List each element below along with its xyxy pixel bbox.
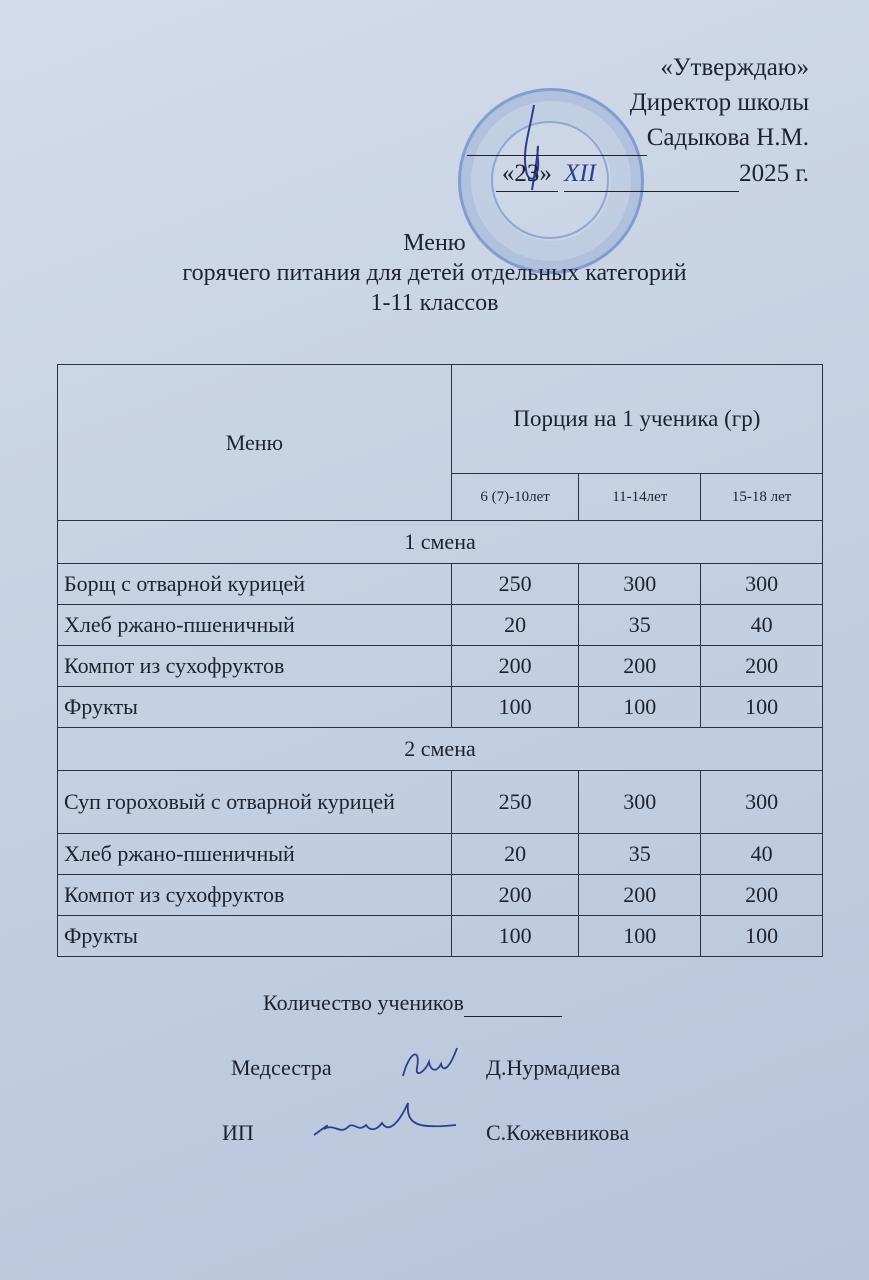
portion-value: 250 — [451, 771, 579, 834]
portion-value: 300 — [579, 771, 701, 834]
approval-date — [467, 156, 809, 192]
age-group: 11-14лет — [579, 474, 701, 521]
table-row — [58, 771, 823, 834]
portion-value: 300 — [701, 771, 823, 834]
portion-value: 200 — [701, 875, 823, 916]
portion-value: 40 — [701, 605, 823, 646]
table-row — [58, 834, 823, 875]
date-day: «23» — [496, 156, 558, 192]
portion-value: 200 — [451, 646, 579, 687]
portion-value: 200 — [579, 875, 701, 916]
approval-position: Директор школы — [629, 89, 809, 116]
portion-value: 100 — [579, 916, 701, 957]
ip-signature-icon — [308, 1095, 458, 1145]
title-line-2: горячего питания для детей отдельных категорий — [182, 260, 687, 286]
table-row — [58, 564, 823, 605]
dish-name: Компот из сухофруктов — [58, 646, 452, 687]
dish-name: Фрукты — [58, 916, 452, 957]
header-portion: Порция на 1 ученика (гр) — [451, 365, 822, 474]
date-month: XII — [564, 156, 739, 192]
ip-role: ИП — [222, 1120, 254, 1145]
portion-value: 100 — [579, 687, 701, 728]
portion-value: 100 — [701, 687, 823, 728]
student-count-label: Количество учеников — [263, 990, 464, 1015]
director-name: Садыкова Н.М. — [646, 124, 809, 151]
shift-label: 1 смена — [58, 521, 823, 564]
header-menu: Меню — [58, 365, 452, 521]
nurse-role: Медсестра — [231, 1055, 332, 1080]
dish-name: Хлеб ржано-пшеничный — [58, 605, 452, 646]
portion-value: 35 — [579, 834, 701, 875]
portion-value: 200 — [579, 646, 701, 687]
portion-value: 20 — [451, 605, 579, 646]
dish-name: Суп гороховый с отварной курицей — [58, 771, 452, 834]
dish-name: Компот из сухофруктов — [58, 875, 452, 916]
shift-row — [58, 728, 823, 771]
table-row — [58, 605, 823, 646]
title-line-1: Меню — [403, 230, 466, 256]
table-row — [58, 646, 823, 687]
table-row — [58, 916, 823, 957]
portion-value: 100 — [451, 687, 579, 728]
dish-name: Хлеб ржано-пшеничный — [58, 834, 452, 875]
title-line-3: 1-11 классов — [370, 290, 499, 316]
approval-block — [467, 50, 809, 192]
table-header-row — [58, 365, 823, 474]
date-year: 2025 г. — [739, 160, 809, 187]
shift-row — [58, 521, 823, 564]
portion-value: 200 — [701, 646, 823, 687]
portion-value: 200 — [451, 875, 579, 916]
approval-signer — [467, 120, 809, 156]
portion-value: 250 — [451, 564, 579, 605]
table-row — [58, 875, 823, 916]
ip-name: С.Кожевникова — [486, 1120, 630, 1145]
dish-name: Борщ с отварной курицей — [58, 564, 452, 605]
student-count — [263, 990, 562, 1017]
student-count-blank — [464, 990, 562, 1017]
portion-value: 300 — [579, 564, 701, 605]
portion-value: 100 — [701, 916, 823, 957]
dish-name: Фрукты — [58, 687, 452, 728]
portion-value: 40 — [701, 834, 823, 875]
age-group: 6 (7)-10лет — [451, 474, 579, 521]
portion-value: 35 — [579, 605, 701, 646]
age-group: 15-18 лет — [701, 474, 823, 521]
document-title — [0, 228, 869, 318]
portion-value: 20 — [451, 834, 579, 875]
signature-line — [467, 120, 647, 156]
approval-heading: «Утверждаю» — [660, 54, 809, 81]
portion-value: 300 — [701, 564, 823, 605]
nurse-name: Д.Нурмадиева — [486, 1055, 621, 1080]
table-row — [58, 687, 823, 728]
shift-label: 2 смена — [58, 728, 823, 771]
menu-table — [57, 364, 823, 957]
nurse-signature-icon — [395, 1042, 465, 1084]
portion-value: 100 — [451, 916, 579, 957]
